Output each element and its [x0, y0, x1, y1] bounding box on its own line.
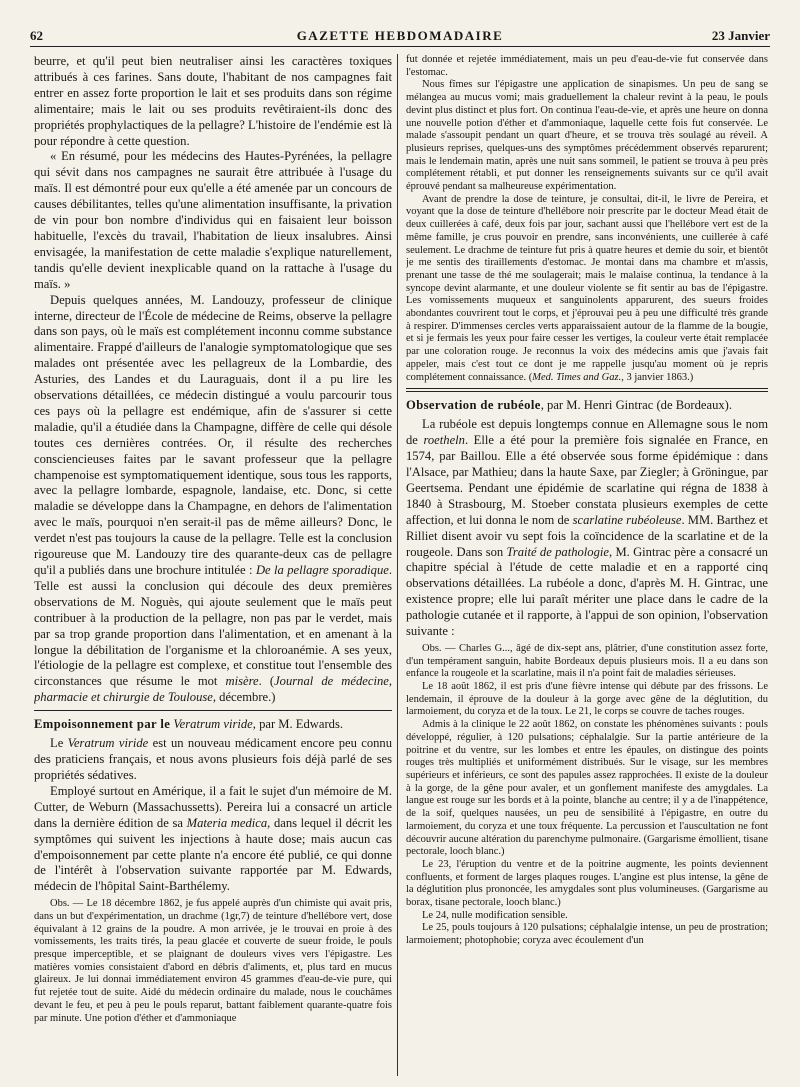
paragraph-resume: « En résumé, pour les médecins des Hautes-Pyrénées, la pellagre qui sévit dans nos campagnes ne saurait être attribuée à l'usage du maïs. Il est démontré pour eux qu'elle a été amenée par un concours de causes débilitantes, telles qu'une alimentation insuffisante, la privation de vin pour bon nombre d'individus qui en faisaient leur boisson habituelle, l'excès du travail, l'habitation de lieux insalubres. Ainsi envisagée, la manifestation de cette maladie s'explique naturellement, tandis qu'elle devient inexplicable quand on la rattache à l'usage du maïs. »: [34, 149, 392, 291]
section-divider: [34, 710, 392, 711]
paragraph-landouzy: Depuis quelques années, M. Landouzy, professeur de clinique interne, directeur de l'École de médecine de Reims, observe la pellagre dans son pays, où le maïs est complétement inconnu comme substance alimentaire. Frappé d'ailleurs de l'analogie symptomatologique que ses malades ont présentée avec les pellagreux de la Lombardie, des Asturies, des Landes et du Lauraguais, dont il a pu lire les observations détaillées, ce médecin distingué a voulu parcourir tous ces pays où la pellagre est endémique, afin de s'assurer si cette maladie, qu'il a étudiée dans la Champagne, diffère de celle qui désole toutes ces dernières contrées. Or, il résulte des recherches consciencieuses faites par le savant professeur que la pellagre champenoise est symptomatiquement identique, sous tous les rapports, avec la pellagre lombarde, espagnole, landaise, etc. Donc, si cette maladie se développe dans la Champagne, en dehors de l'alimentation avec le maïs, pourquoi n'en serait-il pas de même ailleurs? Donc, le verdet n'est pas toujours la cause de la pellagre. Telle est la conclusion rigoureuse que M. Landouzy tire des quarante-deux cas de pellagre qu'il a publiés dans une brochure intitulée : De la pellagre sporadique. Telle est aussi la conclusion qui découle des deux premières observations de M. Noguès, qui ajoute seulement que le maïs peut contribuer à la production de la pellagre, non pas par le verdet, mais par sa trop grande proportion dans l'alimentation, et en amenant à la longue la débilitation de l'organisme et la chloroanémie. A ses yeux, l'étiologie de la pellagre est complexe, et constitue tout l'ensemble des circonstances que résume le mot misère. (Journal de médecine, pharmacie et chirurgie de Toulouse, décembre.): [34, 292, 392, 705]
issue-date: 23 Janvier: [711, 28, 770, 43]
paragraph-pellagre-continued: beurre, et qu'il peut bien neutraliser ainsi les caractères toxiques attribués à ces farines. Sans doute, l'habitant de nos campagnes fait entrer en assez forte proportion le lait et ses produits dans son régime alimentaire; mais le lait ou ses produits revêtiraient-ils donc des propriétés prophylactiques de la pellagre? L'histoire de l'endémie est là pour répondre à cette question.: [34, 54, 392, 148]
brochure-title: De la pellagre sporadique: [255, 563, 389, 577]
observation-charles: Obs. — Charles G..., âgé de dix-sept ans, plâtrier, d'une constitution assez forte, d'un tempérament sanguin, habite Bordeaux depuis plusieurs mois. Il a eu dans son enfance la rougeole et la scarlatine, mais il n'a point fait de maladies sérieuses.: [406, 642, 768, 680]
section-heading-veratrum: Empoisonnement par le Veratrum viride, par M. Edwards.: [34, 717, 344, 732]
journal-title: GAZETTE HEBDOMADAIRE: [296, 28, 504, 43]
section-heading-rubeole: Observation de rubéole, par M. Henri Gintrac (de Bordeaux).: [406, 398, 733, 413]
source-citation: Journal de médecine, pharmacie et chirurgie de Toulouse: [34, 674, 392, 705]
observation-24: Le 24, nulle modification sensible.: [422, 909, 568, 921]
page-number: 62: [30, 28, 43, 43]
observation-25: Le 25, pouls toujours à 120 pulsations; céphalalgie intense, un peu de prostration; larmoiement; photophobie; coryza avec écoulement d'un: [406, 922, 768, 947]
observation-veratrum-continued: fut donnée et rejetée immédiatement, mais un peu d'eau-de-vie fut conservée dans l'estomac.: [406, 54, 768, 78]
left-column: [34, 54, 392, 1076]
page-header: [30, 28, 770, 47]
observation-patient-account: Avant de prendre la dose de teinture, je consultai, dit-il, le livre de Pereira, et voyant que la dose de teinture d'hellébore noir prescrite par le docteur Mead était de deux cuillerées à café, deux fois par jour, sachant aussi que l'hellébore vert est de la même famille, je crus pouvoir en prendre, sans inconvénients, une cuillerée à café seulement. Le drachme de teinture fut pris à quatre heures et demie du soir, et bientôt je me sentis des tiraillements d'estomac. Je montai dans ma chambre et m'assis, prenant une tasse de thé me soulagerait; mais le malaise continua, la tendance à la syncope devint alarmante, et une douleur violente se fit sentir au bas de l'épigastre. Les vomissements muqueux et sanguinolents apparurent, des sueurs froides abondantes couvrirent tout le corps, et j'éprouvai peu à peu une difficulté très grande à respirer. D'immenses cercles verts apparaissaient autour de la flamme de la bougie, et si je fermais les yeux pour faire cesser les vertiges, la couleur verte était remplacée par une coloration rouge. Je reconnus la voix des médecins amis que j'avais fait appeler, mais c'est tout ce dont je me rappelle jusqu'au moment où je repris complétement connaissance. (Med. Times and Gaz., 3 janvier 1863.): [406, 193, 768, 383]
paragraph-rubeole-history: La rubéole est depuis longtemps connue en Allemagne sous le nom de roetheln. Elle a été pour la première fois signalée en France, en 1574, par Baillou. Elle a été observée sous forme épidémique : dans l'Alsace, par Mathieu; dans la haute Saxe, par Ziegler; à Gröningue, par Geertsema. Pendant une épidémie de scarlatine qui régna de 1838 à 1840 à Strasbourg, M. Stoeber constata plusieurs exemples de cette affection, et lui donna le nom de scarlatine rubéoleuse. MM. Barthez et Rilliet disent avoir vu sept fois la coïncidence de la scarlatine et de la rougeole. Dans son Traité de pathologie, M. Gintrac père a consacré un chapitre spécial à l'étude de cette maladie et en a rapporté cinq observations détaillées. La rubéole a donc, d'après M. H. Gintrac, une existence propre; elle lui paraît mériter une place dans le cadre de la pathologie cutanée et il rapporte, à l'appui de son opinion, l'observation suivante :: [406, 417, 768, 639]
paragraph-veratrum-usage: Employé surtout en Amérique, il a fait le sujet d'un mémoire de M. Cutter, de Weburn (Massachussetts). Pereira lui a consacré un article dans la dernière édition de sa Materia medica, dans lequel il décrit les symptômes qui suivent les injections à haute dose; mais aucun cas d'empoisonnement par cette plante n'a encore été publié, ce qui donne de l'intérêt à l'observation suivante rapportée par M. Edwards, médecin de l'hôpital Saint-Barthélemy.: [34, 783, 392, 894]
observation-18-aout: Le 18 août 1862, il est pris d'une fièvre intense qui débute par des frissons. Le lendemain, il éprouve de la douleur à la gorge avec gêne de la déglutition, du larmoiement, du coryza et de la toux. Le 21, le corps se couvre de taches rouges.: [406, 681, 768, 718]
observation-veratrum: Obs. — Le 18 décembre 1862, je fus appelé auprès d'un chimiste qui avait pris, dans un but d'expérimentation, un drachme (1gr,7) de teinture d'hellébore vert, dose équivalant à 12 grains de la poudre. A mon arrivée, je le trouvai en proie à des vomissements, les traits tirés, la peau glacée et couverte de sueur froide, le pouls presque imperceptible, et se plaignant de douleurs vives vers l'épigastre. Les matières vomies consistaient d'abord en débris d'aliments, et, plus tard en mucus glaireux. Je lui donnai immédiatement environ 45 grammes d'eau-de-vie pure, qui fut rejetée tout de suite. Aidé du médecin ordinaire du malade, nous le couchâmes devant le feu, et peu à peu le pouls reparut, battant faiblement quarante-quatre fois par minute. Une potion d'éther et d'ammoniaque: [34, 898, 392, 1024]
observation-23: Le 23, l'éruption du ventre et de la poitrine augmente, les points deviennent confluents, et forment de larges plaques rouges. L'angine est plus intense, la gêne de la déglutition plus prononcée, les amygdales sont plus volumineuses. (Gargarisme au borax, tisane pectorale, looch blanc.): [406, 858, 768, 909]
column-separator: [397, 54, 398, 1076]
section-divider: [406, 388, 768, 392]
observation-22-aout: Admis à la clinique le 22 août 1862, on constate les phénomènes suivants : pouls développé, régulier, à 120 pulsations; céphalalgie. Sur la partie antérieure de la poitrine et du ventre, sur les lombes et entre les épaules, on distingue des points rouges très multipliés et uniformément distribués. Sur le visage, sur les membres supérieurs et inférieurs, ce sont des papules assez rapprochées. Il existe de la douleur à la gorge, de la gêne pour avaler, et un gonflement manifeste des amygdales. La langue est rouge sur les bords et à la pointe, blanche au centre; il y a de l'inappétence, de la soif, quelques nausées, un peu de sensibilité à l'épigastre, en outre du larmoiement, du coryza et une toux fréquente. La percussion et l'auscultation ne font découvrir aucune altération du parenchyme pulmonaire. (Gargarisme émollient, tisane pectorale, looch blanc.): [406, 719, 768, 858]
source-citation: Med. Times and Gaz.: [532, 371, 622, 383]
observation-sinapismes: Nous fîmes sur l'épigastre une application de sinapismes. Un peu de sang se mélangea au mucus vomi; mais graduellement la chaleur revint à la peau, le pouls devint plus distinct et plus fort. On continua l'eau-de-vie, et après une heure on donna une nouvelle potion d'éther et d'ammoniaque, laquelle cette fois fut conservée. Le malade s'assoupit pendant un quart d'heure, et se trouva très soulagé au réveil. A plusieurs reprises, quelques-uns des symptômes précédemment observés reparurent; mais le lendemain matin, après une nuit sans sommeil, le patient se trouva à peu près complétement rétabli, et put donner les renseignements suivants sur ce qu'il avait éprouvé pendant sa malheureuse expérimentation.: [406, 79, 768, 193]
paragraph-veratrum-intro: Le Veratrum viride est un nouveau médicament encore peu connu des praticiens français, et nous avons plusieurs fois déjà parlé de ses propriétés sédatives.: [34, 736, 392, 782]
right-column: [406, 54, 768, 1076]
